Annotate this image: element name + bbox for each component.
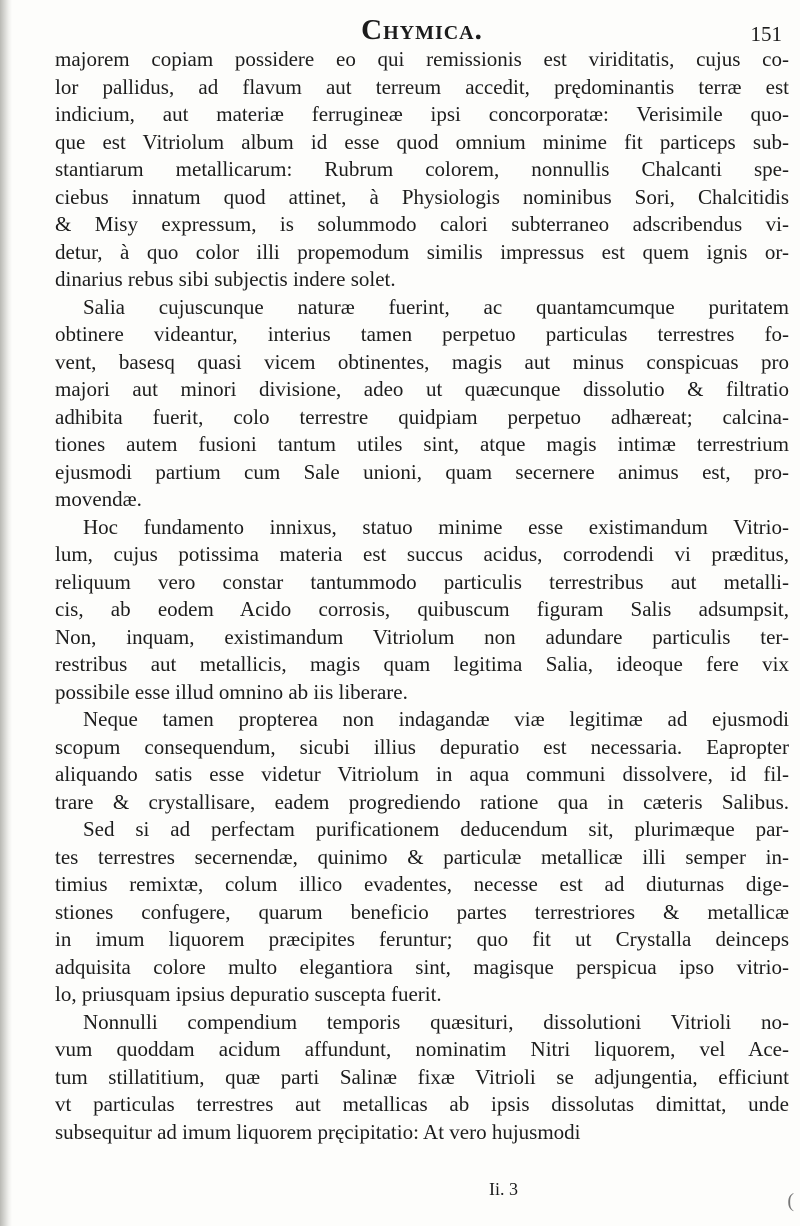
text-line: obtinere videantur, interius tamen perpetuo particulas terrestres fo- <box>55 322 789 346</box>
text-line: adhibita fuerit, colo terrestre quidpiam perpetuo adhæreat; calcina- <box>55 404 789 429</box>
text-line: vent, basesq quasi vicem obtinentes, magis aut minus conspicuas pro <box>55 349 789 374</box>
text-line: subsequitur ad imum liquorem pręcipitatio: At vero hujusmodi <box>55 1119 581 1144</box>
text-line: Nonnulli compendium temporis quæsituri, dissolutioni Vitrioli no- <box>83 1009 789 1034</box>
text-line: adquisita colore multo elegantiora sint, magisque perspicua ipso vitrio- <box>55 954 789 979</box>
text-line: tes terrestres secernendæ, quinimo & particulæ metallicæ illi semper in- <box>55 844 789 869</box>
text-line: indicium, aut materiæ ferrugineæ ipsi concorporatæ: Verisimile quo- <box>55 102 789 126</box>
footer-row <box>55 1179 789 1203</box>
text-line: aliquando satis esse videtur Vitriolum in aqua communi dissolvere, id fil- <box>55 762 789 786</box>
text-line: & Misy expressum, is solummodo calori subterraneo adscribendus vi- <box>55 212 789 236</box>
text-line: timius remixtæ, colum illico evadentes, necesse est ad diuturnas dige- <box>55 872 789 896</box>
text-line: Non, inquam, existimandum Vitriolum non adundare particulis ter- <box>55 624 789 649</box>
text-line: majori aut minori divisione, adeo ut quæcunque dissolutio & filtratio <box>55 377 789 401</box>
text-line: scopum consequendum, sicubi illius depuratio est necessaria. Eapropter <box>55 734 789 759</box>
body-text <box>55 46 789 1146</box>
binding-shadow <box>0 0 12 1226</box>
text-line: que est Vitriolum album id esse quod omnium minime fit particeps sub- <box>55 129 789 154</box>
text-line: ejusmodi partium cum Sale unioni, quam secernere animus est, pro- <box>55 459 789 484</box>
text-line: stiones confugere, quarum beneficio partes terrestriores & metallicæ <box>55 899 789 924</box>
page-number: 151 <box>750 22 782 46</box>
text-line: cis, ab eodem Acido corrosis, quibuscum figuram Salis adsumpsit, <box>55 597 789 621</box>
text-line: in imum liquorem præcipites feruntur; quo fit ut Crystalla deinceps <box>55 927 789 951</box>
text-line: tiones autem fusioni tantum utiles sint, atque magis intimæ terrestrium <box>55 432 789 456</box>
text-line: majorem copiam possidere eo qui remissionis est viriditatis, cujus co- <box>55 47 789 71</box>
text-line: trare & crystallisare, eadem progrediendo ratione qua in cæteris Salibus. <box>55 789 789 814</box>
text-line: restribus aut metallicis, magis quam legitima Salia, ideoque fere vix <box>55 652 789 676</box>
signature-mark: Ii. 3 <box>489 1179 518 1199</box>
text-line: stantiarum metallicarum: Rubrum colorem, nonnullis Chalcanti spe- <box>55 157 789 181</box>
text-line: detur, à quo color illi propemodum similis impressus est quem ignis or- <box>55 239 789 264</box>
running-title: Chymica. <box>361 14 483 46</box>
text-line: movendæ. <box>55 487 142 511</box>
text-line: Salia cujuscunque naturæ fuerint, ac quantamcumque puritatem <box>83 294 789 319</box>
text-line: possibile esse illud omnino ab iis liberare. <box>55 679 408 704</box>
text-line: lor pallidus, ad flavum aut terreum accedit, prędominantis terræ est <box>55 74 789 99</box>
text-line: lo, priusquam ipsius depuratio susceptа fuerit. <box>55 982 442 1006</box>
text-line: vum quoddam acidum affundunt, nominatim Nitri liquorem, vel Ace- <box>55 1037 789 1061</box>
text-line: Neque tamen propterea non indagandæ viæ legitimæ ad ejusmodi <box>83 707 789 731</box>
text-line: lum, cujus potissima materia est succus acidus, corrodendi vi præditus, <box>55 542 789 566</box>
text-line: dinarius rebus sibi subjectis indere solet. <box>55 267 396 291</box>
text-line: Sed si ad perfectam purificationem deducendum sit, plurimæque par- <box>83 817 789 841</box>
text-line: reliquum vero constar tantummodo particulis terrestribus aut metalli- <box>55 569 789 594</box>
edge-mark: ( <box>787 1190 794 1212</box>
text-line: vt particulas terrestres aut metallicas ab ipsis dissolutas dimittat, unde <box>55 1092 789 1116</box>
text-line: Hoc fundamento innixus, statuo minime esse existimandum Vitrio- <box>83 514 789 539</box>
text-line: ciebus innatum quod attinet, à Physiologis nominibus Sori, Chalcitidis <box>55 184 789 209</box>
text-line: tum stillatitium, quæ parti Salinæ fixæ Vitrioli se adjungentia, efficiunt <box>55 1064 789 1089</box>
